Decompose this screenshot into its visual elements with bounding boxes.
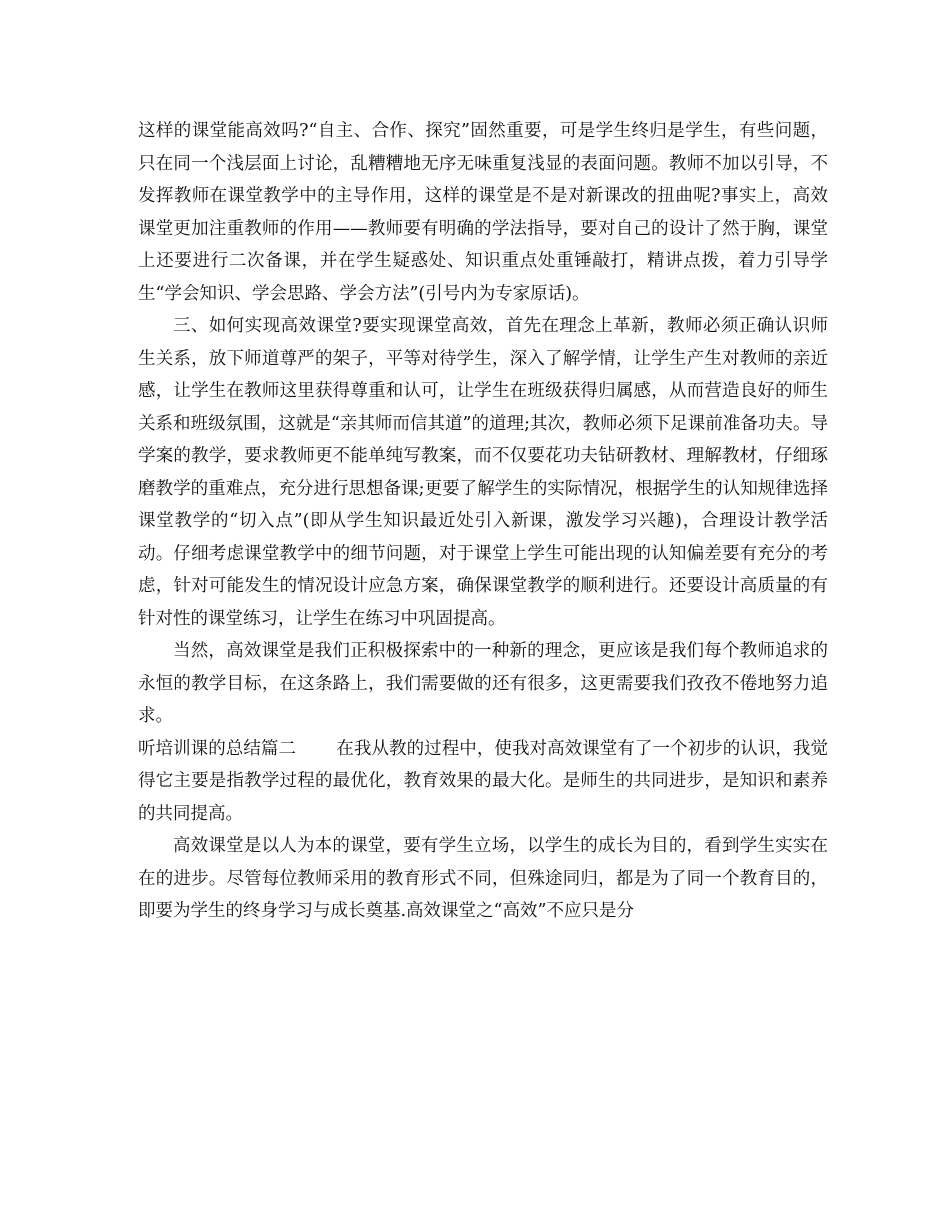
- section-heading: 听培训课的总结篇二: [138, 738, 297, 759]
- paragraph-people-oriented-classroom: 高效课堂是以人为本的课堂，要有学生立场，以学生的成长为目的，看到学生实实在在的进步。尽管每位教师采用的教育形式不同，但殊途同归，都是为了同一个教育目的，即要为学生的终身学习与成长奠基.高效课堂之“高效”不应只是分: [138, 836, 828, 921]
- document-page: [138, 115, 828, 1115]
- paragraph-classroom-efficiency-question: 这样的课堂能高效吗?“自主、合作、探究”固然重要，可是学生终归是学生，有些问题，只在同一个浅层面上讨论，乱糟糟地无序无味重复浅显的表面问题。教师不加以引导，不发挥教师在课堂教学中的主导作用，这样的课堂是不是对新课改的扭曲呢?事实上，高效课堂更加注重教师的作用——教师要有明确的学法指导，要对自己的设计了然于胸，课堂上还要进行二次备课，并在学生疑惑处、知识重点处重锤敲打，精讲点拨，着力引导学生“学会知识、学会思路、学会方法”(引号内为专家原话)。: [138, 121, 828, 304]
- paragraph-how-to-achieve-efficient-classroom: 三、如何实现高效课堂?要实现课堂高效，首先在理念上革新，教师必须正确认识师生关系，放下师道尊严的架子，平等对待学生，深入了解学情，让学生产生对教师的亲近感，让学生在教师这里获得尊重和认可，让学生在班级获得归属感，从而营造良好的师生关系和班级氛围，这就是“亲其师而信其道”的道理;其次，教师必须下足课前准备功夫。导学案的教学，要求教师更不能单纯写教案，而不仅要花功夫钻研教材、理解教材，仔细琢磨教学的重难点，充分进行思想备课;更要了解学生的实际情况，根据学生的认知规律选择课堂教学的“切入点”(即从学生知识最近处引入新课，激发学习兴趣)，合理设计教学活动。仔细考虑课堂教学中的细节问题，对于课堂上学生可能出现的认知偏差要有充分的考虑，针对可能发生的情况设计应急方案，确保课堂教学的顺利进行。还要设计高质量的有针对性的课堂练习，让学生在练习中巩固提高。: [138, 316, 828, 629]
- section-two-block: [138, 733, 828, 831]
- section-first-paragraph: 在我从教的过程中，使我对高效课堂有了一个初步的认识，我觉得它主要是指教学过程的最优化，教育效果的最大化。是师生的共同进步，是知识和素养的共同提高。: [138, 738, 828, 824]
- paragraph-conclusion: 当然，高效课堂是我们正积极探索中的一种新的理念，更应该是我们每个教师追求的永恒的教学目标，在这条路上，我们需要做的还有很多，这更需要我们孜孜不倦地努力追求。: [138, 641, 828, 726]
